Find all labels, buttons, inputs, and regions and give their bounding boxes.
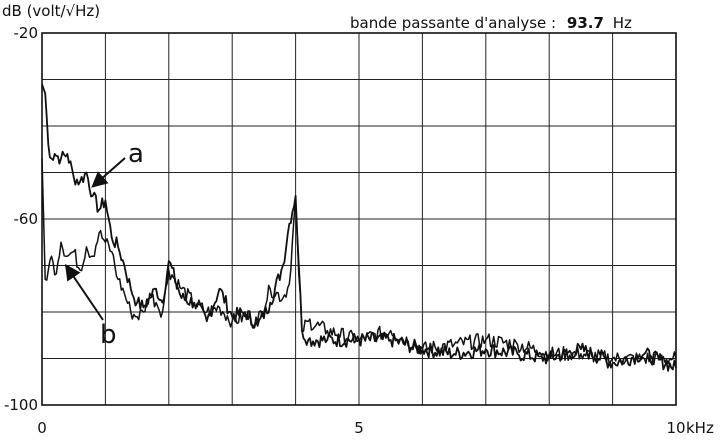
series-label-a: a: [128, 139, 144, 169]
tick-labels: [4, 24, 686, 437]
annotation-prefix: bande passante d'analyse :: [350, 14, 557, 32]
x-tick-label: 10: [666, 419, 686, 437]
annotation-unit: Hz: [612, 14, 632, 32]
annotation: [350, 14, 632, 32]
x-tick-label: 5: [354, 419, 364, 437]
annotation-value: 93.7: [566, 14, 604, 32]
x-axis-label: kHz: [686, 419, 714, 437]
y-tick-label: -20: [13, 24, 38, 42]
series-label-b: b: [100, 320, 117, 350]
y-axis-label: dB (volt/√Hz): [2, 2, 101, 20]
y-tick-label: -100: [3, 396, 38, 414]
y-tick-label: -60: [13, 210, 38, 228]
x-tick-label: 0: [37, 419, 47, 437]
